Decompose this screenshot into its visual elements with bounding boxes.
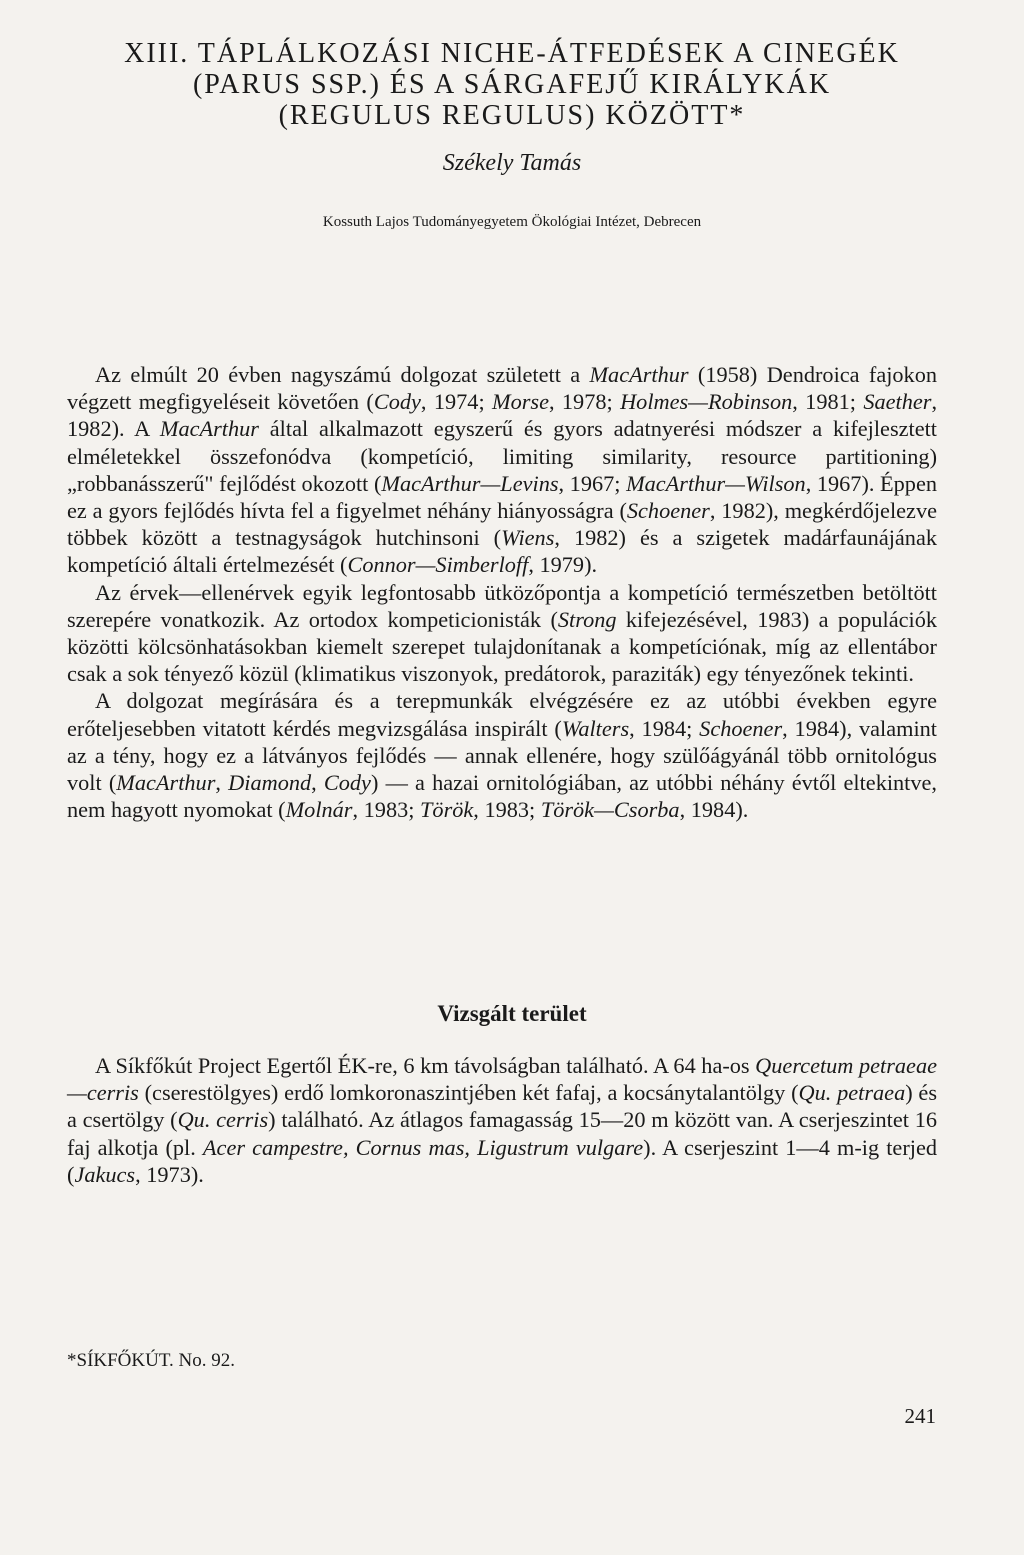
text-run: , 1982), megkérdőjelezve többek között a testnagyságok hutchinsoni ( [67,498,937,551]
text-run: , 1981; [792,389,864,415]
text-run: (1958) Dendroica fajokon végzett megfigyeléseit követően ( [67,362,937,415]
intro-paragraph [67,579,937,688]
text-run: , 1973). [135,1161,204,1187]
text-run: , 1978; [548,389,621,415]
section-heading: Vizsgált terület [437,1001,587,1026]
italic-run: Schoener [626,498,710,524]
italic-run: Morse [492,389,549,415]
page-number: 241 [904,1404,936,1428]
text-run: ). A cserjeszint 1—4 m-ig terjed ( [67,1134,937,1187]
italic-run: Strong [557,606,617,632]
italic-run: Quercetum petraeae—cerris [67,1053,937,1106]
text-run: (cserestölgyes) erdő lomkoronaszintjében két fafaj, a kocsánytalantölgy ( [138,1080,799,1106]
text-run: ) található. Az átlagos famagasság 15—20 m között van. A cserjeszintet 16 faj alkotja (pl. [67,1107,938,1160]
intro-section [67,361,937,823]
article-title [60,38,964,131]
italic-run: MacArthur—Levins [381,470,559,496]
text-run: , 1967; [558,470,627,496]
italic-run: MacArthur [159,416,259,442]
text-run: , 1982) és a szigetek madárfaunájának kompetíció általi értelmezését ( [67,525,937,578]
text-run: ) és a csertölgy ( [67,1080,937,1133]
italic-run: Diamond [228,770,312,796]
text-run: , [215,770,229,796]
text-run: kifejezésével, 1983) a populációk közötti kölcsönhatásokban kiemelt szerepet tulajdonítanak a kompetíciónak, míg az ellentábor csak a sok tényező közül (klimatikus viszonyok, predátorok, paraziták) egy tényezőnek tekinti. [67,606,937,687]
italic-run: MacArthur [116,770,216,796]
text-run: , 1984; [629,715,700,741]
italic-run: Qu. petraea [798,1080,906,1106]
title-line-3: (REGULUS REGULUS) KÖZÖTT* [278,100,746,131]
study-area-paragraph [67,1052,937,1188]
title-line-1: XIII. TÁPLÁLKOZÁSI NICHE-ÁTFEDÉSEK A CINEGÉK [124,38,900,69]
italic-run: Cody [373,389,421,415]
text-run: , 1974; [420,389,492,415]
title-line-2: (PARUS SSP.) ÉS A SÁRGAFEJŰ KIRÁLYKÁK [192,69,832,100]
text-run: , [311,770,324,796]
text-run: Az érvek—ellenérvek egyik legfontosabb ütközőpontja a kompetíció természetben betöltött szerepére vonatkozik. Az ortodox kompeticionisták ( [67,579,937,632]
text-run: A Síkfőkút Project Egertől ÉK-re, 6 km távolságban található. A 64 ha-os [95,1053,756,1078]
text-run: , 1984), valamint az a tény, hogy ez a látványos fejlődés — annak ellenére, hogy szülőágyánál több ornitológus volt ( [67,715,937,796]
italic-run: MacArthur—Wilson [626,470,806,496]
italic-run: Holmes—Robinson [620,389,793,415]
italic-run: Wiens [501,525,555,551]
italic-run: Cody [323,770,371,796]
intro-paragraph [67,687,937,823]
author-name: Székely Tamás [442,150,582,176]
italic-run: Saether [863,389,932,415]
italic-run: MacArthur [589,362,689,387]
text-run: A dolgozat megírására és a terepmunkák elvégzésére ez az utóbbi években egyre erőteljesebben vitatott kérdés megvizsgálása inspirált ( [67,688,937,741]
italic-run: Acer campestre, Cornus mas, Ligustrum vulgare [202,1134,644,1160]
text-run: Az elmúlt 20 évben nagyszámú dolgozat született a [95,362,590,387]
text-run: , 1983; [352,797,421,823]
text-run: által alkalmazott egyszerű és gyors adatnyerési módszer a kifejlesztett elméletekkel összefonódva (kompetíció, limiting similarity, resource partitioning) „robbanásszerű" fejlődést okozott ( [67,416,937,496]
text-run: ) — a hazai ornitológiában, az utóbbi néhány évtől eltekintve, nem hagyott nyomokat ( [67,770,937,823]
author-affiliation: Kossuth Lajos Tudományegyetem Ökológiai Intézet, Debrecen [322,214,702,230]
study-area-section [67,1052,937,1188]
italic-run: Connor—Simberloff [347,552,529,578]
text-run: , 1982). A [67,389,938,442]
italic-run: Molnár [285,797,353,823]
italic-run: Török [420,797,474,823]
italic-run: Qu. cerris [177,1107,269,1133]
text-run: , 1979). [528,552,598,578]
intro-paragraph [67,361,937,579]
text-run: , 1983; [473,797,541,823]
footnote: *SÍKFŐKÚT. No. 92. [67,1350,236,1371]
italic-run: Jakucs [74,1161,136,1187]
italic-run: Török—Csorba [540,797,680,823]
italic-run: Schoener [699,715,783,741]
italic-run: Walters [561,715,630,741]
text-run: , 1967). Éppen ez a gyors fejlődés hívta fel a figyelmet néhány hiányosságra ( [67,470,937,524]
text-run: , 1984). [679,797,749,823]
